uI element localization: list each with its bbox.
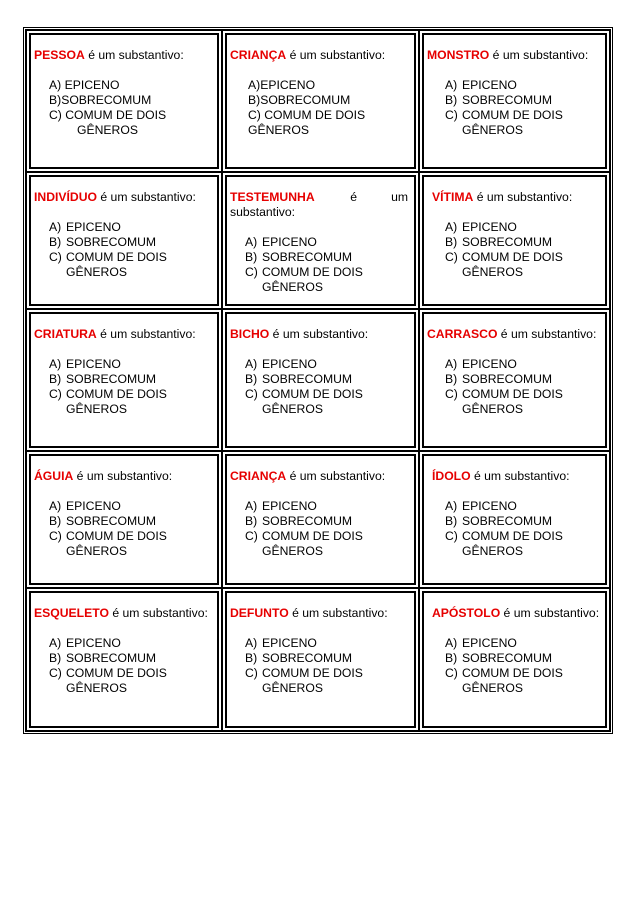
- card-options: [427, 636, 601, 696]
- card-options: [427, 499, 601, 559]
- card-options: [230, 357, 410, 417]
- option-b[interactable]: B) SOBRECOMUM: [49, 651, 157, 665]
- card-word: ESQUELETO: [34, 606, 109, 620]
- card-options: [427, 220, 601, 280]
- card-question: BICHO é um substantivo:: [230, 327, 369, 341]
- card-question: MONSTRO é um substantivo:: [427, 48, 589, 62]
- option-b[interactable]: B) SOBRECOMUM: [245, 250, 353, 264]
- option-b[interactable]: B) SOBRECOMUM: [245, 514, 353, 528]
- option-b[interactable]: B) SOBRECOMUM: [49, 514, 157, 528]
- option-b[interactable]: B) SOBRECOMUM: [245, 651, 353, 665]
- card-question: INDIVÍDUO é um substantivo:: [34, 190, 196, 204]
- card-options: [230, 499, 410, 559]
- quiz-card: [26, 172, 222, 309]
- option-b[interactable]: B) SOBRECOMUM: [49, 372, 157, 386]
- quiz-card: [419, 588, 610, 731]
- card-word: PESSOA: [34, 48, 85, 62]
- quiz-card: [419, 172, 610, 309]
- option-c[interactable]: C) COMUM DE DOIS GÊNEROS: [49, 666, 167, 695]
- option-b[interactable]: B)SOBRECOMUM: [49, 93, 152, 107]
- quiz-card: [419, 451, 610, 588]
- option-a[interactable]: A) EPICENO: [445, 636, 517, 650]
- card-options: [34, 636, 213, 696]
- quiz-card: [222, 451, 419, 588]
- option-c[interactable]: C) COMUM DE DOIS: [248, 108, 366, 122]
- option-a[interactable]: A) EPICENO: [445, 499, 517, 513]
- option-a[interactable]: A) EPICENO: [49, 636, 121, 650]
- card-question: VÍTIMA é um substantivo:: [432, 190, 573, 204]
- option-c[interactable]: C) COMUM DE DOIS GÊNEROS: [49, 387, 167, 416]
- card-word: CRIANÇA: [230, 469, 287, 483]
- card-word: BICHO: [230, 327, 270, 341]
- card-question: CRIANÇA é um substantivo:: [230, 48, 386, 62]
- option-a[interactable]: A) EPICENO: [49, 357, 121, 371]
- option-a[interactable]: A) EPICENO: [245, 235, 317, 249]
- option-a[interactable]: A) EPICENO: [49, 499, 121, 513]
- card-options: [230, 78, 410, 138]
- card-word: VÍTIMA: [432, 190, 474, 204]
- quiz-card: [222, 588, 419, 731]
- option-c[interactable]: C) COMUM DE DOIS GÊNEROS: [245, 666, 363, 695]
- card-options: [427, 78, 601, 138]
- card-options: [34, 499, 213, 559]
- option-a[interactable]: A) EPICENO: [245, 357, 317, 371]
- card-question: APÓSTOLO é um substantivo:: [432, 606, 600, 620]
- option-a[interactable]: A) EPICENO: [245, 636, 317, 650]
- option-c[interactable]: C) COMUM DE DOIS: [49, 108, 167, 122]
- option-a[interactable]: A) EPICENO: [245, 499, 317, 513]
- quiz-card: [26, 451, 222, 588]
- option-c[interactable]: C) COMUM DE DOIS GÊNEROS: [445, 108, 563, 137]
- option-c[interactable]: C) COMUM DE DOIS GÊNEROS: [49, 250, 167, 279]
- card-options: [230, 235, 410, 295]
- card-question-cont: substantivo:: [230, 205, 296, 219]
- card-question: PESSOA é um substantivo:: [34, 48, 184, 62]
- option-b[interactable]: B)SOBRECOMUM: [248, 93, 351, 107]
- option-b[interactable]: B) SOBRECOMUM: [445, 651, 553, 665]
- card-options: [34, 220, 213, 280]
- option-b[interactable]: B) SOBRECOMUM: [445, 235, 553, 249]
- card-word: ÁGUIA: [34, 469, 74, 483]
- card-question: ÍDOLO é um substantivo:: [432, 469, 570, 483]
- card-question: DEFUNTO é um substantivo:: [230, 606, 388, 620]
- quiz-card: [26, 30, 222, 172]
- option-b[interactable]: B) SOBRECOMUM: [49, 235, 157, 249]
- card-word: CRIANÇA: [230, 48, 287, 62]
- card-word: APÓSTOLO: [432, 606, 501, 620]
- option-b[interactable]: B) SOBRECOMUM: [445, 372, 553, 386]
- card-word: TESTEMUNHA: [230, 190, 315, 204]
- card-options: [34, 357, 213, 417]
- quiz-card: [222, 309, 419, 451]
- card-options: [34, 78, 213, 138]
- quiz-card: [222, 30, 419, 172]
- option-b[interactable]: B) SOBRECOMUM: [445, 514, 553, 528]
- card-word: INDIVÍDUO: [34, 190, 97, 204]
- option-a[interactable]: A) EPICENO: [445, 220, 517, 234]
- card-grid: [23, 27, 613, 734]
- option-c-cont: GÊNEROS: [77, 123, 138, 137]
- option-a[interactable]: A) EPICENO: [49, 220, 121, 234]
- card-word: CRIATURA: [34, 327, 97, 341]
- card-question: CRIANÇA é um substantivo:: [230, 469, 386, 483]
- option-c[interactable]: C) COMUM DE DOIS GÊNEROS: [49, 529, 167, 558]
- card-word: ÍDOLO: [432, 469, 471, 483]
- card-question: TESTEMUNHA é um: [230, 190, 408, 204]
- option-c[interactable]: C) COMUM DE DOIS GÊNEROS: [445, 387, 563, 416]
- option-c[interactable]: C) COMUM DE DOIS GÊNEROS: [245, 387, 363, 416]
- option-c[interactable]: C) COMUM DE DOIS GÊNEROS: [445, 250, 563, 279]
- quiz-card: [26, 309, 222, 451]
- quiz-card: [222, 172, 419, 309]
- option-a[interactable]: A)EPICENO: [248, 78, 316, 92]
- option-b[interactable]: B) SOBRECOMUM: [245, 372, 353, 386]
- card-question: CARRASCO é um substantivo:: [427, 327, 597, 341]
- option-b[interactable]: B) SOBRECOMUM: [445, 93, 553, 107]
- option-a[interactable]: A) EPICENO: [445, 357, 517, 371]
- option-c[interactable]: C) COMUM DE DOIS GÊNEROS: [245, 265, 363, 294]
- option-a[interactable]: A) EPICENO: [49, 78, 120, 92]
- option-c[interactable]: C) COMUM DE DOIS GÊNEROS: [445, 529, 563, 558]
- card-word: CARRASCO: [427, 327, 498, 341]
- quiz-card: [26, 588, 222, 731]
- card-options: [230, 636, 410, 696]
- option-c[interactable]: C) COMUM DE DOIS GÊNEROS: [445, 666, 563, 695]
- card-question: ESQUELETO é um substantivo:: [34, 606, 208, 620]
- quiz-card: [419, 309, 610, 451]
- option-c-cont: GÊNEROS: [248, 123, 309, 137]
- card-question: ÁGUIA é um substantivo:: [34, 469, 173, 483]
- card-options: [427, 357, 601, 417]
- card-word: DEFUNTO: [230, 606, 289, 620]
- card-question: CRIATURA é um substantivo:: [34, 327, 196, 341]
- option-a[interactable]: A) EPICENO: [445, 78, 517, 92]
- quiz-card: [419, 30, 610, 172]
- option-c[interactable]: C) COMUM DE DOIS GÊNEROS: [245, 529, 363, 558]
- card-word: MONSTRO: [427, 48, 490, 62]
